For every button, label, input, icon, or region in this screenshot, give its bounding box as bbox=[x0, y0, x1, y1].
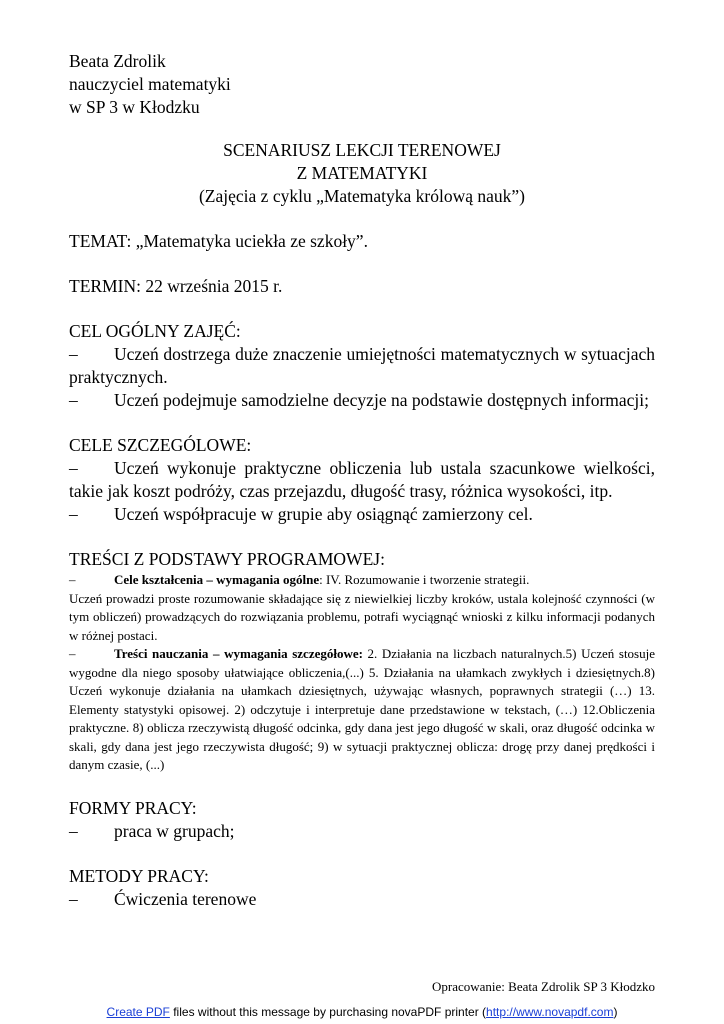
author-role: nauczyciel matematyki bbox=[69, 74, 231, 94]
create-pdf-link[interactable]: Create PDF bbox=[106, 1005, 170, 1019]
document-page bbox=[69, 50, 655, 911]
footer-signature: Opracowanie: Beata Zdrolik SP 3 Kłodzko bbox=[432, 979, 655, 994]
watermark-end: ) bbox=[613, 1005, 618, 1019]
dash-bullet: – bbox=[69, 390, 78, 410]
list-item bbox=[69, 645, 655, 775]
specific-goals-heading: CELE SZCZEGÓLOWE: bbox=[69, 435, 252, 455]
document-title bbox=[69, 139, 655, 208]
methods-heading: METODY PRACY: bbox=[69, 865, 209, 886]
general-goal-section bbox=[69, 320, 655, 412]
methods-section bbox=[69, 865, 655, 911]
watermark-text: files without this message by purchasing novaPDF printer ( bbox=[169, 1005, 487, 1019]
specific-goal-item-2: Uczeń współpracuje w grupie aby osiągnąć zamierzony cel. bbox=[114, 504, 533, 524]
curriculum-section bbox=[69, 548, 655, 775]
forms-item-1: praca w grupach; bbox=[114, 820, 235, 841]
list-item bbox=[69, 571, 655, 590]
dash-bullet: – bbox=[69, 458, 78, 478]
dash-bullet: – bbox=[69, 344, 78, 364]
title-line-3: (Zajęcia z cyklu „Matematyka królową nauk”) bbox=[198, 186, 526, 206]
lesson-date: TERMIN: 22 września 2015 r. bbox=[69, 276, 283, 296]
specific-goal-item-1: Uczeń wykonuje praktyczne obliczenia lub ustala szacunkowe wielkości, takie jak koszt podróży, czas przejazdu, długość trasy, różnica wysokości, itp. bbox=[69, 458, 655, 501]
list-item bbox=[69, 343, 655, 389]
curriculum-item-1-paragraph: Uczeń prowadzi proste rozumowanie składające się z niewielkiej liczby kroków, ustala kolejność czynności (w tym obliczeń) prowadzących do rozwiązania problemu, potrafi wyciągnąć wnioski z kilku informacji podanych w różnej postaci. bbox=[69, 590, 655, 643]
novapdf-link[interactable]: http://www.novapdf.com bbox=[486, 1005, 614, 1019]
dash-bullet: – bbox=[69, 646, 76, 661]
lesson-topic: TEMAT: „Matematyka uciekła ze szkoły”. bbox=[69, 231, 368, 251]
dash-bullet: – bbox=[69, 572, 76, 587]
curriculum-heading: TREŚCI Z PODSTAWY PROGRAMOWEJ: bbox=[69, 549, 385, 569]
dash-bullet: – bbox=[69, 888, 78, 909]
title-line-1: SCENARIUSZ LEKCJI TERENOWEJ bbox=[223, 140, 501, 160]
title-line-2: Z MATEMATYKI bbox=[296, 163, 428, 183]
author-school: w SP 3 w Kłodzku bbox=[69, 97, 200, 117]
curriculum-item-2-bold: Treści nauczania – wymagania szczegółowe: bbox=[114, 646, 363, 661]
pdf-watermark bbox=[0, 1004, 724, 1020]
general-goal-item-2: Uczeń podejmuje samodzielne decyzje na podstawie dostępnych informacji; bbox=[114, 390, 650, 410]
forms-section bbox=[69, 797, 655, 843]
curriculum-item-2-text: 2. Działania na liczbach naturalnych.5) Uczeń stosuje wygodne dla niego sposoby ułatwiające obliczenia,(...) 5. Działania na ułamkach zwykłych i dziesiętnych.8) Uczeń wykonuje działania na ułamkach dziesiętnych, używając własnych, poprawnych strategii (…) 13. Elementy statystyki opisowej. 2) odczytuje i interpretuje dane przedstawione w tekstach, (…) 12.Obliczenia praktyczne. 8) oblicza rzeczywistą długość odcinka, gdy dana jest jego długość w skali, oraz długość odcinka w skali, gdy dana jest jego rzeczywista długość; 9) w sytuacji praktycznej oblicza: drogę przy danej prędkości i danym czasie, (...) bbox=[69, 646, 655, 772]
list-item bbox=[69, 389, 655, 412]
methods-item-1: Ćwiczenia terenowe bbox=[114, 888, 257, 909]
dash-bullet: – bbox=[69, 820, 78, 841]
list-item bbox=[69, 503, 655, 526]
curriculum-item-1-bold: Cele kształcenia – wymagania ogólne bbox=[114, 572, 320, 587]
list-item bbox=[69, 888, 655, 911]
dash-bullet: – bbox=[69, 504, 78, 524]
general-goal-heading: CEL OGÓLNY ZAJĘĆ: bbox=[69, 321, 241, 341]
author-block bbox=[69, 50, 655, 119]
forms-heading: FORMY PRACY: bbox=[69, 797, 197, 818]
list-item bbox=[69, 457, 655, 503]
list-item bbox=[69, 820, 655, 843]
general-goal-item-1: Uczeń dostrzega duże znaczenie umiejętności matematycznych w sytuacjach praktycznych. bbox=[69, 344, 655, 387]
specific-goals-section bbox=[69, 434, 655, 526]
author-name: Beata Zdrolik bbox=[69, 51, 166, 71]
curriculum-item-1-text: : IV. Rozumowanie i tworzenie strategii. bbox=[319, 572, 530, 587]
